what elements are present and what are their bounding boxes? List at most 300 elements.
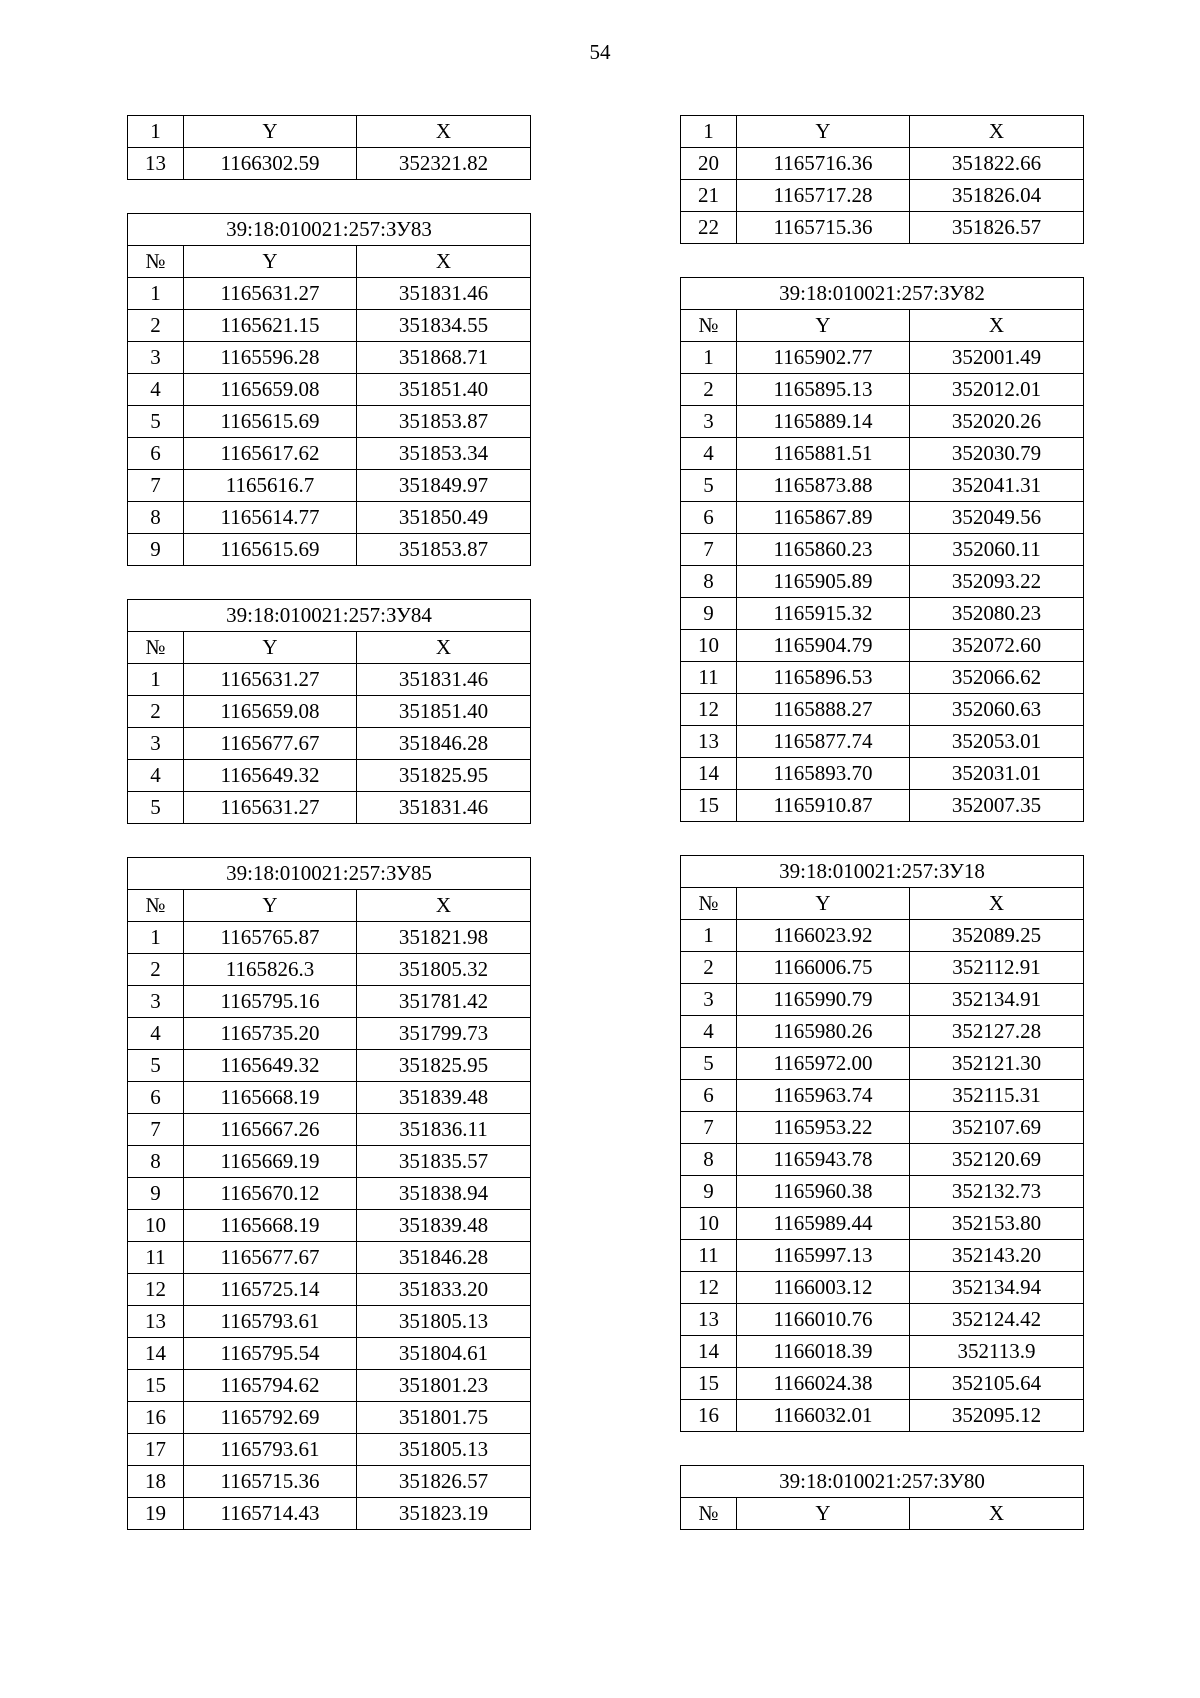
table-title-row [681, 278, 1084, 310]
point-number: 7 [681, 534, 737, 566]
table-row [128, 1402, 531, 1434]
table-row [681, 1336, 1084, 1368]
y-coordinate: 1165915.32 [737, 598, 910, 630]
table-row [128, 502, 531, 534]
point-number: 14 [681, 1336, 737, 1368]
point-number: 17 [128, 1434, 184, 1466]
header-number: 1 [128, 116, 184, 148]
x-coordinate: 351826.57 [357, 1466, 531, 1498]
y-coordinate: 1165826.3 [184, 954, 357, 986]
table-header-row [681, 888, 1084, 920]
y-coordinate: 1165596.28 [184, 342, 357, 374]
header-x: X [357, 246, 531, 278]
y-coordinate: 1165881.51 [737, 438, 910, 470]
point-number: 1 [681, 920, 737, 952]
y-coordinate: 1165735.20 [184, 1018, 357, 1050]
table-row [128, 342, 531, 374]
x-coordinate: 352053.01 [910, 726, 1084, 758]
right-coordinate-table [680, 1465, 1084, 1530]
x-coordinate: 352080.23 [910, 598, 1084, 630]
x-coordinate: 352124.42 [910, 1304, 1084, 1336]
point-number: 8 [681, 566, 737, 598]
y-coordinate: 1166010.76 [737, 1304, 910, 1336]
table-row [681, 180, 1084, 212]
y-coordinate: 1165896.53 [737, 662, 910, 694]
table-row [128, 1082, 531, 1114]
table-row [128, 534, 531, 566]
table-row [128, 278, 531, 310]
y-coordinate: 1165659.08 [184, 696, 357, 728]
table-row [681, 342, 1084, 374]
header-number: № [128, 632, 184, 664]
x-coordinate: 351834.55 [357, 310, 531, 342]
x-coordinate: 351821.98 [357, 922, 531, 954]
table-row [681, 1208, 1084, 1240]
x-coordinate: 352107.69 [910, 1112, 1084, 1144]
point-number: 13 [681, 726, 737, 758]
x-coordinate: 351839.48 [357, 1210, 531, 1242]
header-y: Y [184, 632, 357, 664]
x-coordinate: 351868.71 [357, 342, 531, 374]
y-coordinate: 1165631.27 [184, 278, 357, 310]
table-row [681, 1272, 1084, 1304]
table-row [681, 502, 1084, 534]
table-header-row [128, 246, 531, 278]
y-coordinate: 1165904.79 [737, 630, 910, 662]
y-coordinate: 1166302.59 [184, 148, 357, 180]
y-coordinate: 1165989.44 [737, 1208, 910, 1240]
x-coordinate: 352012.01 [910, 374, 1084, 406]
y-coordinate: 1165873.88 [737, 470, 910, 502]
point-number: 10 [681, 1208, 737, 1240]
table-row [681, 534, 1084, 566]
y-coordinate: 1165649.32 [184, 1050, 357, 1082]
table-header-row [681, 116, 1084, 148]
header-number: № [681, 888, 737, 920]
y-coordinate: 1165792.69 [184, 1402, 357, 1434]
right-column [680, 115, 1083, 1530]
point-number: 16 [681, 1400, 737, 1432]
table-row [128, 1242, 531, 1274]
x-coordinate: 351823.19 [357, 1498, 531, 1530]
x-coordinate: 351831.46 [357, 278, 531, 310]
point-number: 11 [128, 1242, 184, 1274]
table-row [681, 148, 1084, 180]
x-coordinate: 352001.49 [910, 342, 1084, 374]
table-row [128, 1274, 531, 1306]
table-header-row [681, 1498, 1084, 1530]
y-coordinate: 1165793.61 [184, 1434, 357, 1466]
x-coordinate: 351849.97 [357, 470, 531, 502]
header-y: Y [184, 246, 357, 278]
y-coordinate: 1165677.67 [184, 728, 357, 760]
y-coordinate: 1165963.74 [737, 1080, 910, 1112]
y-coordinate: 1165659.08 [184, 374, 357, 406]
table-row [128, 1338, 531, 1370]
header-x: X [910, 310, 1084, 342]
point-number: 1 [128, 922, 184, 954]
y-coordinate: 1165615.69 [184, 406, 357, 438]
x-coordinate: 351781.42 [357, 986, 531, 1018]
table-row [681, 984, 1084, 1016]
point-number: 21 [681, 180, 737, 212]
x-coordinate: 352153.80 [910, 1208, 1084, 1240]
point-number: 18 [128, 1466, 184, 1498]
x-coordinate: 351826.04 [910, 180, 1084, 212]
x-coordinate: 351833.20 [357, 1274, 531, 1306]
y-coordinate: 1165990.79 [737, 984, 910, 1016]
x-coordinate: 352060.11 [910, 534, 1084, 566]
table-row [128, 470, 531, 502]
x-coordinate: 351838.94 [357, 1178, 531, 1210]
point-number: 7 [681, 1112, 737, 1144]
y-coordinate: 1165953.22 [737, 1112, 910, 1144]
table-row [681, 1176, 1084, 1208]
table-row [128, 148, 531, 180]
y-coordinate: 1166006.75 [737, 952, 910, 984]
x-coordinate: 352031.01 [910, 758, 1084, 790]
table-row [128, 310, 531, 342]
header-x: X [357, 632, 531, 664]
x-coordinate: 351850.49 [357, 502, 531, 534]
point-number: 2 [128, 696, 184, 728]
x-coordinate: 352112.91 [910, 952, 1084, 984]
point-number: 13 [681, 1304, 737, 1336]
point-number: 4 [128, 374, 184, 406]
table-row [128, 1050, 531, 1082]
right-coordinate-table [680, 115, 1084, 244]
point-number: 2 [128, 954, 184, 986]
table-row [128, 1146, 531, 1178]
header-y: Y [184, 116, 357, 148]
table-row [128, 728, 531, 760]
point-number: 3 [128, 986, 184, 1018]
x-coordinate: 351851.40 [357, 374, 531, 406]
table-row [681, 694, 1084, 726]
y-coordinate: 1165765.87 [184, 922, 357, 954]
x-coordinate: 352121.30 [910, 1048, 1084, 1080]
x-coordinate: 352060.63 [910, 694, 1084, 726]
x-coordinate: 351805.13 [357, 1434, 531, 1466]
y-coordinate: 1165877.74 [737, 726, 910, 758]
y-coordinate: 1165960.38 [737, 1176, 910, 1208]
x-coordinate: 352134.91 [910, 984, 1084, 1016]
table-row [681, 790, 1084, 822]
x-coordinate: 351799.73 [357, 1018, 531, 1050]
point-number: 3 [128, 728, 184, 760]
x-coordinate: 352066.62 [910, 662, 1084, 694]
table-row [681, 1400, 1084, 1432]
table-row [681, 630, 1084, 662]
left-coordinate-table [127, 599, 531, 824]
point-number: 13 [128, 1306, 184, 1338]
header-number: 1 [681, 116, 737, 148]
x-coordinate: 352020.26 [910, 406, 1084, 438]
y-coordinate: 1165649.32 [184, 760, 357, 792]
parcel-title: 39:18:010021:257:ЗУ84 [128, 600, 531, 632]
header-x: X [357, 116, 531, 148]
y-coordinate: 1165867.89 [737, 502, 910, 534]
header-y: Y [737, 1498, 910, 1530]
x-coordinate: 352132.73 [910, 1176, 1084, 1208]
x-coordinate: 352113.9 [910, 1336, 1084, 1368]
y-coordinate: 1165616.7 [184, 470, 357, 502]
y-coordinate: 1165614.77 [184, 502, 357, 534]
table-row [128, 1498, 531, 1530]
point-number: 15 [128, 1370, 184, 1402]
point-number: 3 [128, 342, 184, 374]
table-title-row [681, 856, 1084, 888]
table-title-row [681, 1466, 1084, 1498]
y-coordinate: 1165972.00 [737, 1048, 910, 1080]
point-number: 3 [681, 984, 737, 1016]
table-row [681, 758, 1084, 790]
point-number: 13 [128, 148, 184, 180]
x-coordinate: 352143.20 [910, 1240, 1084, 1272]
y-coordinate: 1165677.67 [184, 1242, 357, 1274]
table-row [681, 470, 1084, 502]
table-row [681, 1048, 1084, 1080]
table-row [128, 954, 531, 986]
header-y: Y [737, 116, 910, 148]
x-coordinate: 352049.56 [910, 502, 1084, 534]
y-coordinate: 1165631.27 [184, 792, 357, 824]
point-number: 5 [128, 1050, 184, 1082]
x-coordinate: 352134.94 [910, 1272, 1084, 1304]
x-coordinate: 351801.75 [357, 1402, 531, 1434]
x-coordinate: 352105.64 [910, 1368, 1084, 1400]
point-number: 4 [681, 1016, 737, 1048]
y-coordinate: 1165893.70 [737, 758, 910, 790]
table-row [681, 1368, 1084, 1400]
y-coordinate: 1166024.38 [737, 1368, 910, 1400]
x-coordinate: 351839.48 [357, 1082, 531, 1114]
table-row [681, 726, 1084, 758]
table-row [128, 760, 531, 792]
table-row [128, 1114, 531, 1146]
left-coordinate-table [127, 115, 531, 180]
x-coordinate: 352041.31 [910, 470, 1084, 502]
point-number: 20 [681, 148, 737, 180]
y-coordinate: 1165793.61 [184, 1306, 357, 1338]
point-number: 2 [681, 374, 737, 406]
y-coordinate: 1165668.19 [184, 1210, 357, 1242]
x-coordinate: 352030.79 [910, 438, 1084, 470]
table-row [128, 374, 531, 406]
y-coordinate: 1165795.54 [184, 1338, 357, 1370]
y-coordinate: 1165714.43 [184, 1498, 357, 1530]
x-coordinate: 351853.87 [357, 534, 531, 566]
parcel-title: 39:18:010021:257:ЗУ80 [681, 1466, 1084, 1498]
table-row [128, 986, 531, 1018]
header-x: X [910, 1498, 1084, 1530]
x-coordinate: 351846.28 [357, 1242, 531, 1274]
y-coordinate: 1165795.16 [184, 986, 357, 1018]
point-number: 14 [681, 758, 737, 790]
point-number: 12 [681, 694, 737, 726]
table-row [681, 374, 1084, 406]
table-row [681, 952, 1084, 984]
table-row [128, 922, 531, 954]
x-coordinate: 351804.61 [357, 1338, 531, 1370]
table-row [128, 1210, 531, 1242]
table-row [681, 598, 1084, 630]
point-number: 14 [128, 1338, 184, 1370]
y-coordinate: 1166032.01 [737, 1400, 910, 1432]
point-number: 6 [128, 438, 184, 470]
header-number: № [128, 890, 184, 922]
y-coordinate: 1165902.77 [737, 342, 910, 374]
table-header-row [681, 310, 1084, 342]
table-row [128, 792, 531, 824]
y-coordinate: 1165717.28 [737, 180, 910, 212]
x-coordinate: 352127.28 [910, 1016, 1084, 1048]
point-number: 10 [681, 630, 737, 662]
table-row [128, 406, 531, 438]
y-coordinate: 1165670.12 [184, 1178, 357, 1210]
x-coordinate: 351822.66 [910, 148, 1084, 180]
table-row [128, 1434, 531, 1466]
table-row [128, 1466, 531, 1498]
point-number: 7 [128, 1114, 184, 1146]
point-number: 5 [681, 1048, 737, 1080]
table-row [128, 1370, 531, 1402]
x-coordinate: 351853.87 [357, 406, 531, 438]
table-row [681, 662, 1084, 694]
header-number: № [681, 310, 737, 342]
point-number: 9 [681, 598, 737, 630]
x-coordinate: 351851.40 [357, 696, 531, 728]
y-coordinate: 1165621.15 [184, 310, 357, 342]
parcel-title: 39:18:010021:257:ЗУ85 [128, 858, 531, 890]
left-column [127, 115, 530, 1530]
x-coordinate: 351825.95 [357, 760, 531, 792]
x-coordinate: 351805.13 [357, 1306, 531, 1338]
y-coordinate: 1165667.26 [184, 1114, 357, 1146]
point-number: 4 [128, 760, 184, 792]
y-coordinate: 1165715.36 [737, 212, 910, 244]
x-coordinate: 351826.57 [910, 212, 1084, 244]
point-number: 8 [128, 1146, 184, 1178]
point-number: 10 [128, 1210, 184, 1242]
y-coordinate: 1165668.19 [184, 1082, 357, 1114]
x-coordinate: 352321.82 [357, 148, 531, 180]
y-coordinate: 1165888.27 [737, 694, 910, 726]
table-header-row [128, 632, 531, 664]
right-coordinate-table [680, 277, 1084, 822]
parcel-title: 39:18:010021:257:ЗУ83 [128, 214, 531, 246]
x-coordinate: 351836.11 [357, 1114, 531, 1146]
x-coordinate: 351853.34 [357, 438, 531, 470]
header-y: Y [737, 310, 910, 342]
table-row [128, 1018, 531, 1050]
point-number: 8 [128, 502, 184, 534]
point-number: 12 [681, 1272, 737, 1304]
table-row [128, 696, 531, 728]
point-number: 5 [128, 406, 184, 438]
x-coordinate: 351831.46 [357, 792, 531, 824]
y-coordinate: 1165889.14 [737, 406, 910, 438]
table-header-row [128, 890, 531, 922]
point-number: 1 [128, 278, 184, 310]
point-number: 6 [681, 1080, 737, 1112]
point-number: 5 [128, 792, 184, 824]
table-row [681, 920, 1084, 952]
x-coordinate: 352093.22 [910, 566, 1084, 598]
point-number: 1 [681, 342, 737, 374]
x-coordinate: 351835.57 [357, 1146, 531, 1178]
y-coordinate: 1165905.89 [737, 566, 910, 598]
table-row [681, 406, 1084, 438]
table-row [681, 1304, 1084, 1336]
y-coordinate: 1165980.26 [737, 1016, 910, 1048]
point-number: 12 [128, 1274, 184, 1306]
point-number: 9 [681, 1176, 737, 1208]
point-number: 4 [128, 1018, 184, 1050]
y-coordinate: 1165997.13 [737, 1240, 910, 1272]
point-number: 22 [681, 212, 737, 244]
parcel-title: 39:18:010021:257:ЗУ18 [681, 856, 1084, 888]
x-coordinate: 351831.46 [357, 664, 531, 696]
x-coordinate: 351805.32 [357, 954, 531, 986]
point-number: 5 [681, 470, 737, 502]
y-coordinate: 1165910.87 [737, 790, 910, 822]
point-number: 11 [681, 662, 737, 694]
table-row [681, 438, 1084, 470]
parcel-title: 39:18:010021:257:ЗУ82 [681, 278, 1084, 310]
point-number: 4 [681, 438, 737, 470]
header-x: X [910, 888, 1084, 920]
header-number: № [681, 1498, 737, 1530]
table-row [128, 438, 531, 470]
y-coordinate: 1165617.62 [184, 438, 357, 470]
x-coordinate: 352120.69 [910, 1144, 1084, 1176]
point-number: 6 [128, 1082, 184, 1114]
y-coordinate: 1165716.36 [737, 148, 910, 180]
point-number: 3 [681, 406, 737, 438]
header-x: X [910, 116, 1084, 148]
point-number: 8 [681, 1144, 737, 1176]
x-coordinate: 352072.60 [910, 630, 1084, 662]
header-x: X [357, 890, 531, 922]
point-number: 15 [681, 790, 737, 822]
y-coordinate: 1165943.78 [737, 1144, 910, 1176]
y-coordinate: 1165895.13 [737, 374, 910, 406]
y-coordinate: 1165669.19 [184, 1146, 357, 1178]
y-coordinate: 1165631.27 [184, 664, 357, 696]
point-number: 7 [128, 470, 184, 502]
table-row [681, 212, 1084, 244]
y-coordinate: 1166018.39 [737, 1336, 910, 1368]
page-number: 54 [589, 40, 611, 64]
table-row [681, 1080, 1084, 1112]
left-coordinate-table [127, 213, 531, 566]
table-row [128, 664, 531, 696]
point-number: 9 [128, 534, 184, 566]
table-title-row [128, 214, 531, 246]
x-coordinate: 351801.23 [357, 1370, 531, 1402]
x-coordinate: 351825.95 [357, 1050, 531, 1082]
point-number: 2 [128, 310, 184, 342]
point-number: 19 [128, 1498, 184, 1530]
table-row [681, 1112, 1084, 1144]
point-number: 15 [681, 1368, 737, 1400]
table-row [681, 1016, 1084, 1048]
table-row [681, 1240, 1084, 1272]
header-number: № [128, 246, 184, 278]
y-coordinate: 1166023.92 [737, 920, 910, 952]
header-y: Y [184, 890, 357, 922]
